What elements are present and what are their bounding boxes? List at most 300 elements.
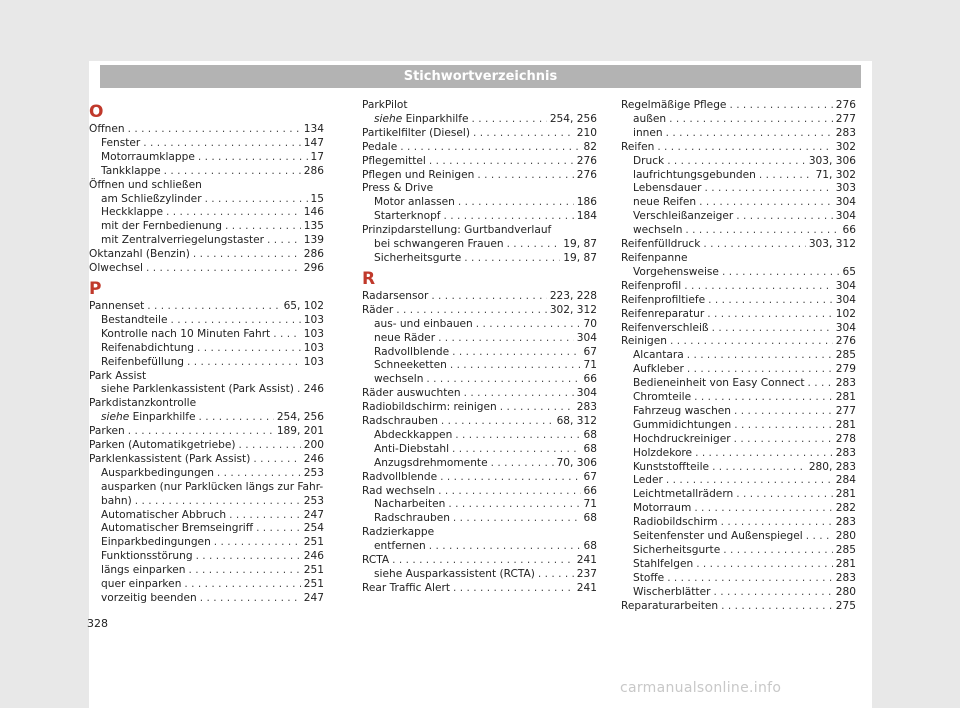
index-subentry [362, 210, 597, 224]
entry-page-ref: 279 [835, 363, 856, 376]
entry-term-text: Stoffe [633, 571, 665, 584]
index-entry [621, 294, 856, 308]
index-subentry [362, 457, 597, 471]
index-group-heading: Parkdistanzkontrolle [89, 397, 197, 410]
entry-page-ref: 68 [583, 442, 597, 455]
dot-leader [392, 554, 574, 568]
index-subentry [621, 447, 856, 461]
entry-term-text: Reifenprofiltiefe [621, 293, 706, 306]
entry-term [362, 415, 438, 429]
entry-page-ref: 68, 312 [556, 415, 597, 428]
index-column-3 [621, 99, 856, 614]
entry-term [101, 411, 196, 425]
index-subentry [89, 220, 324, 234]
index-subentry [621, 224, 856, 238]
dot-leader [187, 356, 301, 370]
entry-page-ref: 303, 312 [808, 238, 856, 251]
index-letter-heading: R [362, 268, 376, 289]
dot-leader [667, 572, 833, 586]
dot-leader [721, 600, 833, 614]
index-subentry [362, 568, 597, 582]
entry-term-text: innen [633, 126, 663, 139]
entry-term-text: Reifenreparatur [621, 307, 705, 320]
entry-page-ref: 19, 87 [563, 238, 597, 251]
index-entry [362, 582, 597, 596]
entry-term [101, 193, 202, 207]
entry-term-text: Ölwechsel [89, 262, 143, 275]
dot-leader [699, 196, 833, 210]
entry-page-ref: 68 [583, 540, 597, 553]
dot-leader [657, 141, 832, 155]
entry-page-ref: 303 [835, 182, 856, 195]
index-subentry [89, 467, 324, 481]
index-subentry [362, 113, 597, 127]
dot-leader [135, 495, 301, 509]
index-subentry [621, 155, 856, 169]
entry-term-text: Sicherheitsgurte [633, 544, 721, 556]
entry-term [374, 332, 435, 346]
entry-term-text: Leder [633, 474, 663, 487]
dot-leader [455, 429, 580, 443]
entry-term-text: Heckklappe [101, 206, 163, 219]
entry-page-ref: 247 [303, 508, 324, 521]
entry-page-ref: 71, 302 [815, 168, 856, 181]
index-subentry [362, 196, 597, 210]
entry-term-italic: siehe [374, 112, 403, 125]
dot-leader [396, 304, 547, 318]
index-entry [89, 300, 324, 314]
entry-term-text: Radschrauben [362, 415, 438, 428]
index-entry [89, 262, 324, 276]
entry-page-ref: 280, 283 [808, 460, 856, 473]
dot-leader [199, 411, 274, 425]
entry-term [101, 342, 194, 356]
entry-term [101, 509, 226, 523]
entry-page-ref: 247 [303, 592, 324, 604]
entry-term [633, 530, 803, 544]
entry-term-text: längs einparken [101, 564, 186, 577]
entry-page-ref: 254 [303, 522, 324, 535]
index-subentry [621, 572, 856, 586]
entry-term-text: Gummidichtungen [633, 418, 732, 431]
entry-term-text: Lebensdauer [633, 182, 702, 195]
dot-leader [538, 568, 574, 582]
entry-term [374, 443, 449, 457]
dot-leader [128, 425, 274, 439]
index-entry [621, 335, 856, 349]
entry-page-ref: 284 [835, 474, 856, 487]
entry-page-ref: 223, 228 [549, 289, 597, 302]
entry-term [633, 433, 731, 447]
entry-page-ref: 135 [303, 220, 324, 233]
entry-term [633, 447, 692, 461]
entry-term-text: Stahlfelgen [633, 557, 694, 570]
dot-leader [256, 522, 301, 536]
index-entry [362, 485, 597, 499]
entry-term-text: Räder auswuchten [362, 387, 461, 400]
entry-page-ref: 147 [303, 136, 324, 149]
dot-leader [808, 377, 833, 391]
entry-page-ref: 210 [576, 126, 597, 139]
dot-leader [694, 391, 833, 405]
entry-page-ref: 286 [303, 248, 324, 261]
index-subentry [362, 373, 597, 387]
entry-term [362, 387, 461, 401]
entry-page-ref: 65 [842, 265, 856, 278]
entry-page-ref: 304 [835, 196, 856, 209]
dot-leader [450, 359, 581, 373]
dot-leader [197, 342, 301, 356]
dot-leader [453, 512, 581, 526]
entry-term [89, 453, 250, 467]
index-subentry [89, 328, 324, 342]
entry-page-ref: 283 [835, 126, 856, 139]
index-subentry [89, 356, 324, 370]
dot-leader [453, 582, 574, 596]
entry-term-text: Schneeketten [374, 359, 447, 372]
index-subentry [89, 536, 324, 550]
entry-term [621, 335, 667, 349]
index-subentry [621, 488, 856, 502]
entry-term [362, 401, 497, 415]
index-subentry [621, 544, 856, 558]
dot-leader [444, 210, 574, 224]
dot-leader [666, 474, 833, 488]
entry-term [374, 346, 449, 360]
dot-leader [400, 141, 580, 155]
entry-term-text: quer einparken [101, 578, 182, 591]
dot-leader [189, 564, 301, 578]
entry-page-ref: 276 [576, 154, 597, 167]
dot-leader [217, 467, 301, 481]
entry-term-text: Abdeckkappen [374, 428, 453, 441]
entry-term [633, 196, 696, 210]
entry-term-text: Radvollblende [374, 345, 450, 358]
index-entry [362, 387, 597, 401]
entry-page-ref: 241 [576, 581, 597, 594]
entry-term-text: Öffnen [89, 123, 125, 135]
index-subentry [621, 558, 856, 572]
entry-term-italic: siehe [101, 411, 130, 424]
entry-page-ref: 283 [835, 571, 856, 584]
entry-page-ref: 285 [835, 544, 856, 556]
entry-term-text: am Schließzylinder [101, 192, 202, 205]
index-group-heading: Reifenpanne [621, 251, 688, 264]
entry-term-text: siehe Parklenkassistent (Park Assist) [101, 383, 294, 396]
dot-leader [713, 586, 832, 600]
index-subentry [89, 564, 324, 578]
entry-term [633, 113, 666, 127]
index-subentry [89, 495, 324, 509]
section-header [100, 65, 861, 88]
index-subentry [89, 592, 324, 606]
entry-term-text: Parklenkassistent (Park Assist) [89, 452, 251, 465]
entry-term-text: Anzugsdrehmomente [374, 456, 488, 469]
index-subentry [89, 165, 324, 179]
index-subentry [621, 516, 856, 530]
index-entry [621, 141, 856, 155]
dot-leader [200, 592, 301, 606]
dot-leader [666, 127, 833, 141]
index-subentry [621, 266, 856, 280]
entry-term-text: Fenster [101, 136, 141, 149]
index-subentry [621, 474, 856, 488]
entry-term-text: Verschleißanzeiger [633, 210, 734, 223]
index-entry [362, 304, 597, 318]
index-group-heading: ParkPilot [362, 99, 408, 111]
entry-term-text: Holzdekore [633, 446, 693, 459]
dot-leader [696, 558, 833, 572]
index-subentry [621, 530, 856, 544]
entry-term [89, 248, 190, 262]
entry-term-text: Starterknopf [374, 210, 441, 223]
index-subentry [89, 383, 324, 397]
entry-term [101, 137, 140, 151]
dot-leader [669, 113, 833, 127]
entry-page-ref: 251 [303, 564, 324, 577]
entry-term-text: Reifenbefüllung [101, 355, 185, 368]
entry-term [633, 266, 719, 280]
entry-term [101, 234, 264, 248]
dot-leader [440, 471, 580, 485]
index-entry [89, 248, 324, 262]
index-entry [621, 238, 856, 252]
entry-page-ref: 303, 306 [808, 154, 856, 167]
entry-term [621, 322, 709, 336]
entry-term [362, 582, 450, 596]
entry-page-ref: 68 [583, 428, 597, 441]
entry-term-text: bei schwangeren Frauen [374, 238, 504, 251]
entry-term-text: Regelmäßige Pflege [621, 99, 727, 111]
entry-term [621, 141, 654, 155]
entry-term-text: Motorraum [633, 502, 692, 515]
entry-term-text: neue Räder [374, 331, 436, 344]
entry-page-ref: 246 [303, 452, 324, 465]
index-group-heading: Park Assist [89, 369, 147, 382]
dot-leader [452, 346, 580, 360]
index-subentry [362, 318, 597, 332]
dot-leader [667, 155, 806, 169]
dot-leader [238, 439, 300, 453]
entry-page-ref: 302, 312 [549, 303, 597, 316]
entry-term [633, 391, 691, 405]
entry-term-text: Parken (Automatikgetriebe) [89, 439, 236, 452]
entry-page-ref: 102 [835, 307, 856, 320]
dot-leader [684, 280, 833, 294]
entry-term [633, 572, 664, 586]
index-subentry [621, 210, 856, 224]
entry-term [633, 377, 805, 391]
entry-page-ref: 283 [576, 401, 597, 414]
dot-leader [464, 387, 574, 401]
index-subentry [89, 137, 324, 151]
entry-page-ref: 70 [583, 317, 597, 330]
entry-term [621, 238, 700, 252]
entry-term-text: Pannenset [89, 299, 145, 312]
dot-leader [476, 318, 581, 332]
entry-term [621, 308, 704, 322]
entry-term-text: Partikelfilter (Diesel) [362, 126, 470, 139]
entry-term [633, 169, 756, 183]
watermark: carmanualsonline.info [620, 680, 782, 696]
entry-term [362, 485, 435, 499]
entry-term [362, 169, 474, 183]
entry-term-text: Automatischer Bremseingriff [101, 522, 254, 535]
entry-term-text: Rear Traffic Alert [362, 581, 451, 594]
entry-page-ref: 277 [835, 112, 856, 125]
entry-term-text: Vorgehensweise [633, 265, 719, 278]
index-subentry [621, 113, 856, 127]
index-entry [621, 99, 856, 113]
dot-leader [184, 578, 300, 592]
entry-term [362, 554, 389, 568]
entry-page-ref: 103 [303, 355, 324, 368]
entry-page-ref: 254, 256 [276, 411, 324, 424]
entry-term-text: Reifenfülldruck [621, 238, 701, 251]
index-entry [362, 169, 597, 183]
entry-term-text: Wischerblätter [633, 585, 711, 598]
entry-term [374, 238, 504, 252]
entry-page-ref: 251 [303, 578, 324, 591]
entry-page-ref: 82 [583, 140, 597, 153]
entry-term [362, 141, 397, 155]
entry-term [633, 502, 691, 516]
index-group-heading: ausparken (nur Parklücken längs zur Fahr- [101, 480, 324, 493]
entry-term-text: Radvollblende [362, 470, 438, 483]
entry-term [101, 550, 193, 564]
dot-leader [703, 238, 805, 252]
dot-leader [198, 151, 308, 165]
entry-page-ref: 302 [835, 140, 856, 153]
entry-term-text: Reifenprofil [621, 279, 682, 292]
entry-term-text: bahn) [101, 494, 132, 507]
entry-page-ref: 200 [303, 439, 324, 452]
entry-term [621, 99, 726, 113]
entry-term-text: aus- und einbauen [374, 317, 473, 330]
index-subentry [621, 502, 856, 516]
index-subentry [362, 346, 597, 360]
entry-term [101, 165, 161, 179]
index-subentry [89, 578, 324, 592]
index-subentry [621, 127, 856, 141]
entry-page-ref: 276 [835, 335, 856, 348]
entry-term [374, 113, 469, 127]
index-letter-heading: O [89, 102, 104, 122]
dot-leader [736, 210, 833, 224]
entry-term [89, 262, 143, 276]
entry-term-text: Reifen [621, 140, 655, 153]
entry-term [362, 155, 426, 169]
index-group-heading: Radzierkappe [362, 526, 435, 539]
entry-term [374, 568, 535, 582]
dot-leader [687, 349, 833, 363]
dot-leader [438, 485, 580, 499]
index-subentry [621, 196, 856, 210]
dot-leader [205, 193, 308, 207]
dot-leader [687, 363, 833, 377]
entry-term-text: Tankklappe [101, 164, 161, 177]
entry-term-text: wechseln [374, 373, 424, 386]
index-subentry [89, 342, 324, 356]
dot-leader [229, 509, 301, 523]
index-subentry [89, 206, 324, 220]
index-entry [621, 308, 856, 322]
index-subentry [621, 586, 856, 600]
index-subentry [362, 498, 597, 512]
entry-page-ref: 66 [583, 484, 597, 497]
dot-leader [685, 224, 839, 238]
index-entry [89, 123, 324, 137]
dot-leader [694, 502, 832, 516]
index-entry [89, 425, 324, 439]
index-subentry [621, 349, 856, 363]
entry-page-ref: 285 [835, 349, 856, 362]
entry-term [89, 425, 125, 439]
entry-page-ref: 276 [576, 168, 597, 181]
dot-leader [734, 405, 833, 419]
entry-term-text: Reinigen [621, 335, 667, 348]
dot-leader [458, 196, 574, 210]
entry-page-ref: 281 [835, 488, 856, 501]
entry-page-ref: 146 [303, 206, 324, 219]
entry-term [374, 498, 445, 512]
entry-term-text: Oktanzahl (Benzin) [89, 248, 190, 261]
index-entry [89, 453, 324, 467]
entry-page-ref: 103 [303, 341, 324, 354]
index-letter-heading: P [89, 278, 102, 299]
entry-term-text: Nacharbeiten [374, 498, 446, 511]
index-subentry [362, 238, 597, 252]
entry-page-ref: 66 [583, 373, 597, 386]
entry-term [374, 429, 452, 443]
entry-page-ref: 67 [583, 345, 597, 358]
index-subentry [621, 391, 856, 405]
entry-term-text: Radschrauben [374, 512, 450, 525]
index-group-heading: Press & Drive [362, 182, 434, 195]
dot-leader [448, 498, 580, 512]
page-number: 328 [87, 617, 108, 630]
dot-leader [273, 328, 301, 342]
entry-term-text: vorzeitig beenden [101, 592, 197, 604]
dot-leader [507, 238, 561, 252]
entry-term-text: entfernen [374, 540, 426, 553]
index-entry [89, 439, 324, 453]
entry-page-ref: 282 [835, 502, 856, 515]
entry-term-text: Bedieneinheit von Easy Connect [633, 377, 805, 390]
entry-term [374, 318, 473, 332]
entry-page-ref: 134 [303, 123, 324, 135]
index-entry [362, 554, 597, 568]
entry-term [621, 600, 718, 614]
entry-term [633, 558, 693, 572]
entry-page-ref: 296 [303, 262, 324, 275]
entry-page-ref: 139 [303, 234, 324, 247]
entry-page-ref: 280 [835, 530, 856, 543]
index-subentry [621, 461, 856, 475]
index-subentry [621, 182, 856, 196]
entry-term-text: mit der Fernbedienung [101, 220, 222, 233]
entry-term [374, 196, 455, 210]
entry-page-ref: 278 [835, 432, 856, 445]
entry-term [374, 359, 447, 373]
entry-page-ref: 71 [583, 359, 597, 372]
dot-leader [670, 335, 833, 349]
entry-term [633, 349, 684, 363]
entry-term [633, 127, 663, 141]
entry-page-ref: 304 [835, 279, 856, 292]
index-entry [621, 322, 856, 336]
entry-term [89, 123, 125, 137]
